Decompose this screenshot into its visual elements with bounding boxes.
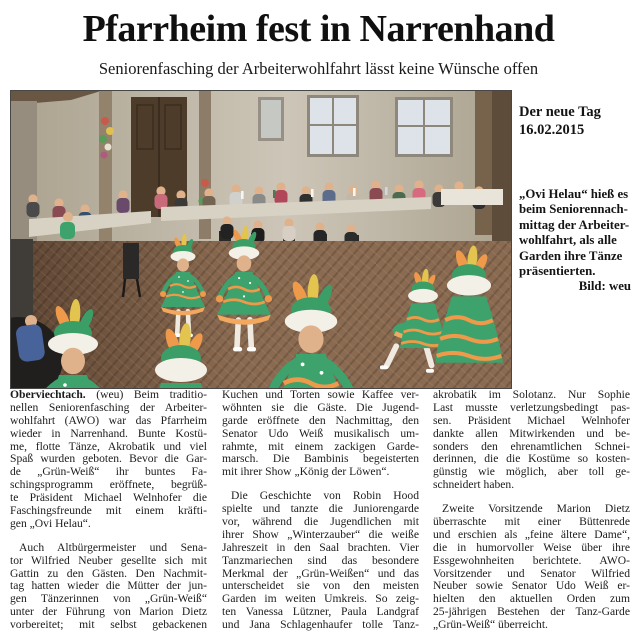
- text-line: garde eröffnete den Nachmittag, den: [222, 414, 419, 427]
- text-line: Kuchen und Torten sowie Kaffee ver-: [222, 389, 419, 401]
- text-line: derinnen, die die Kostüme so kosten-: [433, 453, 630, 466]
- text-line: gen Tänzerinnen von „Grün-Weiß“: [10, 593, 207, 606]
- article-photo: [10, 90, 512, 389]
- text-line: spielte und tanzte die Juniorengarde: [222, 503, 419, 516]
- text-line: sonders den ehrenamtlichen Schnei-: [433, 440, 630, 453]
- caption-credit: Bild: weu: [578, 279, 631, 294]
- text-line: schingsprogramm eröffnete, begrüß-: [10, 479, 207, 492]
- text-line: me, flotte Tänze, Akrobatik und viel: [10, 440, 207, 453]
- body-column-3: [433, 389, 630, 632]
- paragraph: [433, 389, 630, 492]
- article-subheadline: Seniorenfasching der Arbeiterwohlfahrt lässt keine Wünsche offen: [98, 59, 539, 78]
- caption-line: wohlfahrt, als alle: [519, 233, 617, 248]
- text-line: gen „Ovi Helau“.: [10, 517, 91, 530]
- text-line: wöhnten sie die Gäste. Die Jugend-: [222, 401, 419, 414]
- text-line: Die Geschichte von Robin Hood: [231, 490, 419, 503]
- text-line: unter der Führung von Marion Dietz: [10, 606, 207, 619]
- text-line: Senator Udo Weiß musikalisch um-: [222, 427, 419, 440]
- paragraph: [222, 490, 419, 632]
- text-line: günstig wie möglich, aber toll ge-: [433, 466, 630, 479]
- text-line: Vorsitzender und Senator Wilfried: [433, 567, 630, 580]
- text-line: de „Grün-Weiß“ ihr buntes Fa-: [10, 466, 207, 479]
- text-line: te Präsident Michael Welnhofer die: [10, 492, 207, 505]
- text-line: Oberviechtach. (weu) Beim traditio-: [10, 389, 207, 401]
- photo-scene: [11, 91, 511, 388]
- caption-lines: [519, 187, 631, 279]
- text-line: ten Vanessa Lützner, Paula Landgraf: [222, 606, 419, 619]
- text-line: tor Wilfried Neuber gesellte sich mit: [10, 554, 207, 567]
- text-line: schneidert haben.: [433, 479, 515, 492]
- text-line: Neuber sowie Senator Udo Weiß er-: [433, 580, 630, 593]
- text-line: Last musste verletzungsbedingt pas-: [433, 401, 630, 414]
- text-line: vorbereitet; mit selbst gebackenen: [10, 619, 207, 632]
- text-line: Zweite Vorsitzende Marion Dietz: [442, 503, 630, 516]
- paragraph: [10, 389, 207, 531]
- text-line: Tanzmariechen sind das besondere: [222, 554, 419, 567]
- text-line: wohlfahrt (AWO) war das Pfarrheim: [10, 414, 207, 427]
- text-line: und erschien als „feine ältere Dame“,: [433, 528, 630, 541]
- photo-caption: [519, 187, 631, 295]
- source-block: [519, 103, 631, 139]
- text-line: Spaß wurden geboten. Bevor die Gar-: [10, 453, 207, 466]
- text-line: Gattin zu den Gästen. Den Nachmit-: [10, 567, 207, 580]
- caption-line: präsentierten.: [519, 264, 596, 279]
- source-date: 16.02.2015: [519, 122, 585, 138]
- text-line: Jahreszeit in den Saal brachten. Vier: [222, 541, 419, 554]
- body-column-1: [10, 389, 207, 632]
- text-line: Auch Altbürgermeister und Sena-: [19, 541, 207, 554]
- text-line: mit ihrer Show „König der Löwen“.: [222, 466, 390, 479]
- text-line: ihrer Show „Winterzauber“ die weiße: [222, 528, 419, 541]
- text-line: wieder in Narrenhand. Bunte Kostü-: [10, 427, 207, 440]
- text-line: Garden im weiten Umkreis. So zeig-: [222, 593, 419, 606]
- text-line: nellen Seniorenfasching der Arbeiter-: [10, 401, 207, 414]
- text-line: die in humorvoller Weise über ihre: [433, 541, 630, 554]
- caption-line: „Ovi Helau“ hieß es: [519, 187, 629, 201]
- text-line: akrobatik im Solotanz. Nur Sophie: [433, 389, 630, 401]
- text-line: dankte allen Mitwirkenden und be-: [433, 427, 630, 440]
- text-line: Essgewohnheiten berichtete. AWO-: [433, 554, 630, 567]
- text-line: unterscheidet sie von den meisten: [222, 580, 419, 593]
- paragraph: [10, 542, 207, 632]
- caption-line: beim Seniorennach-: [519, 202, 628, 217]
- text-line: sen. Präsident Michael Welnhofer: [433, 414, 630, 427]
- text-line: überraschte mit einer Büttenrede: [433, 516, 630, 529]
- source-name: Der neue Tag: [519, 104, 601, 120]
- article-headline: Pfarrheim fest in Narrenhand: [82, 8, 555, 50]
- body-column-2: [222, 389, 419, 632]
- paragraph: [433, 503, 630, 632]
- curtains: [475, 91, 511, 243]
- text-line: und Jana Schlagenhaufer tolle Tanz-: [222, 619, 419, 632]
- caption-line: mittag der Arbeiter-: [519, 217, 630, 232]
- paragraph: [222, 389, 419, 479]
- text-line: Merkmal der „Grün-Weißen“ und das: [222, 567, 419, 580]
- text-line: vor, während die Jugendlichen mit: [222, 516, 419, 529]
- text-line: Faschingsfreunde mit einem kräfti-: [10, 505, 207, 518]
- text-line: 25-jährigen Bestehen der Tanz-Garde: [433, 606, 630, 619]
- text-line: „Grün-Weiß“ überreicht.: [433, 619, 548, 632]
- text-line: rahmte, mit einem zackigen Garde-: [222, 440, 419, 453]
- text-line: hielten den aktuellen Orden zum: [433, 593, 630, 606]
- text-line: tag hatten wieder die Mütter der jun-: [10, 580, 207, 593]
- text-line: marsch. Die Bambinis begeisterten: [222, 453, 419, 466]
- caption-line: Garden ihre Tänze: [519, 248, 623, 263]
